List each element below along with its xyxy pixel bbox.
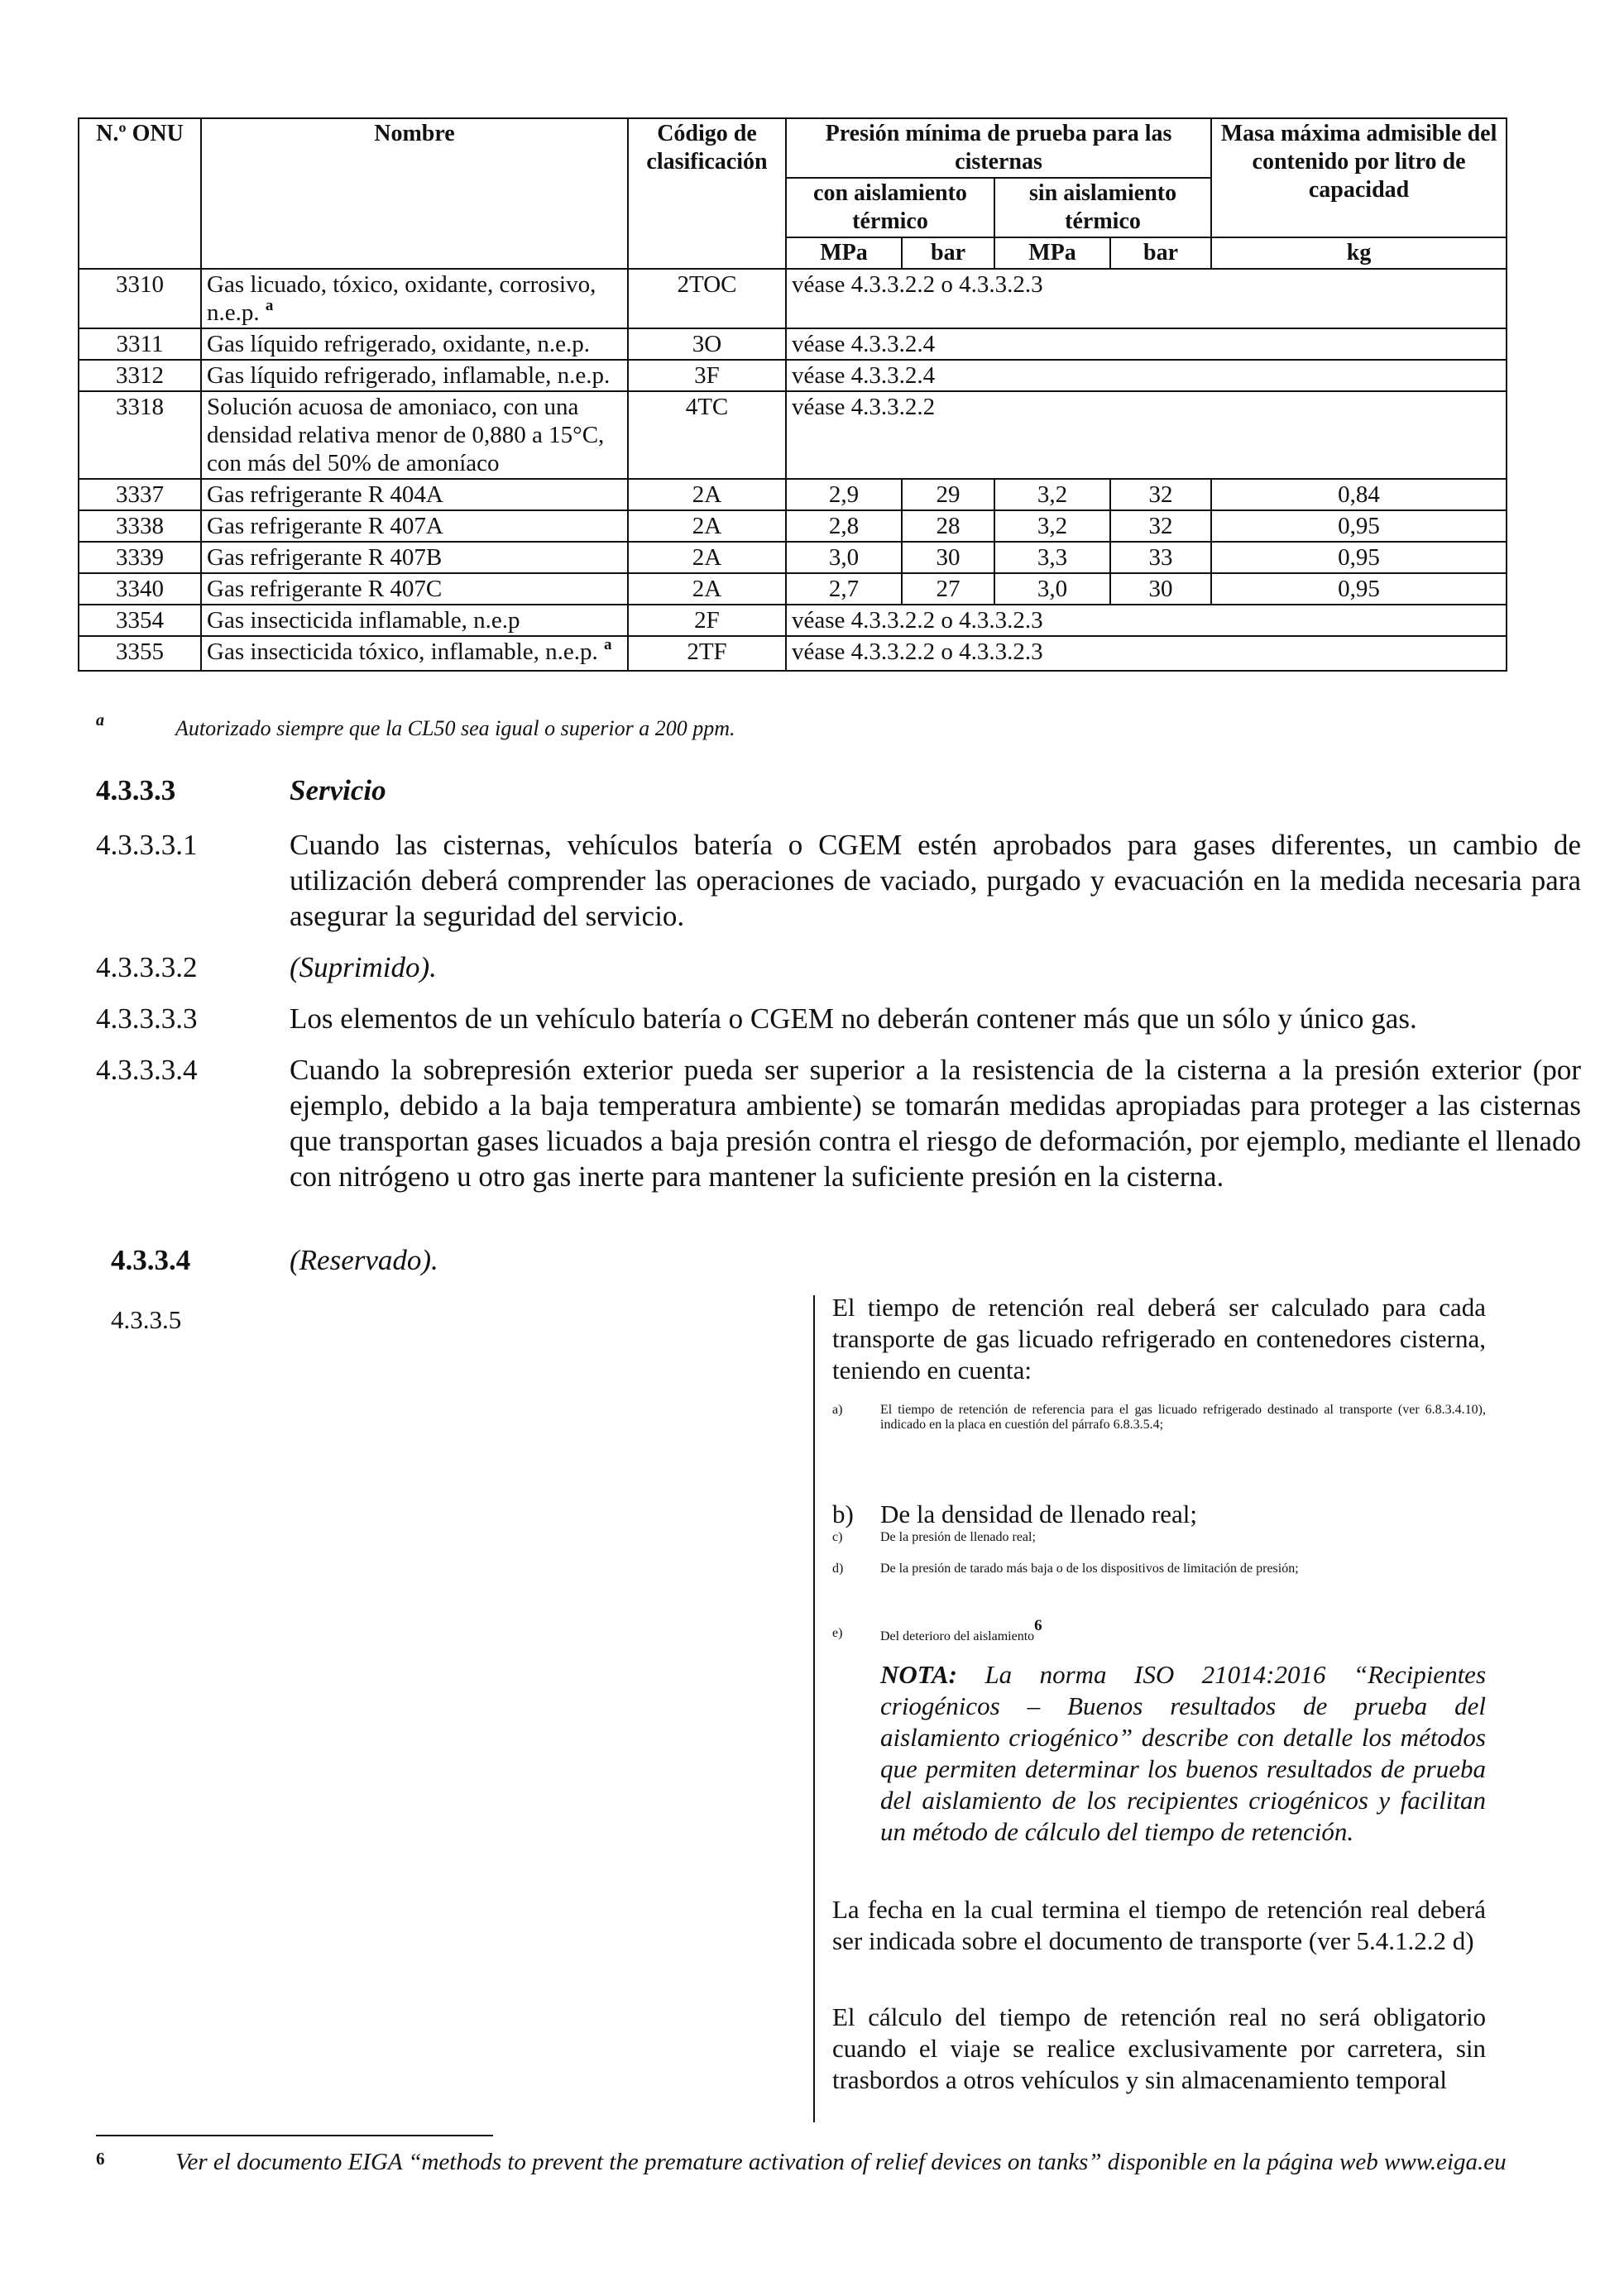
section-text: (Suprimido). xyxy=(290,951,437,983)
cell-code: 2TF xyxy=(628,636,786,671)
table-row xyxy=(79,391,1507,479)
cell-bar-uninsulated: 32 xyxy=(1110,510,1211,542)
header-unit-kg: kg xyxy=(1211,237,1507,269)
cell-bar-uninsulated: 32 xyxy=(1110,479,1211,510)
header-code: Código de clasificación xyxy=(628,118,786,269)
cell-bar-insulated: 29 xyxy=(902,479,994,510)
cell-ref: véase 4.3.3.2.2 o 4.3.3.2.3 xyxy=(786,636,1507,671)
list-text-content: Del deterioro del aislamiento xyxy=(880,1629,1035,1643)
cell-un: 3318 xyxy=(79,391,201,479)
cell-code: 2A xyxy=(628,510,786,542)
cell-code: 2A xyxy=(628,542,786,573)
right-column-paragraph-2: La fecha en la cual termina el tiempo de retención real deberá ser indicada sobre el documento de transporte (ver 5.4.1.2.2 d) xyxy=(832,1895,1486,1955)
cell-un: 3339 xyxy=(79,542,201,573)
cell-ref: véase 4.3.3.2.4 xyxy=(786,328,1507,360)
footnote-text: Ver el documento EIGA “methods to prevent the premature activation of relief devices on tanks” disponible en la página web www.eiga.eu xyxy=(175,2149,1507,2175)
table-row xyxy=(79,636,1507,671)
cell-bar-insulated: 28 xyxy=(902,510,994,542)
cell-name: Solución acuosa de amoniaco, con una densidad relativa menor de 0,880 a 15°C, con más del 50% de amoníaco xyxy=(201,391,628,479)
note-text xyxy=(880,1659,1486,1848)
cell-kg: 0,95 xyxy=(1211,573,1507,605)
section-number: 4.3.3.3.2 xyxy=(96,951,198,983)
list-text: De la presión de llenado real; xyxy=(880,1530,1036,1544)
table-row xyxy=(79,360,1507,391)
cell-bar-insulated: 30 xyxy=(902,542,994,573)
cell-ref: véase 4.3.3.2.2 o 4.3.3.2.3 xyxy=(786,269,1507,328)
cell-mpa-uninsulated: 3,0 xyxy=(994,573,1110,605)
header-unit-mpa: MPa xyxy=(786,237,902,269)
section-text: Los elementos de un vehículo batería o CGEM no deberán contener más que un sólo y único gas. xyxy=(290,1002,1417,1035)
cell-code: 2A xyxy=(628,573,786,605)
table-row xyxy=(79,573,1507,605)
cell-name-text: Gas licuado, tóxico, oxidante, corrosivo, n.e.p. xyxy=(207,271,596,326)
cell-bar-uninsulated: 30 xyxy=(1110,573,1211,605)
section-text: Cuando las cisternas, vehículos batería o CGEM estén aprobados para gases diferentes, un cambio de utilización deberá comprender las operaciones de vaciado, purgado y evacuación en la medida necesaria para asegurar la seguridad del servicio. xyxy=(290,829,1581,932)
cell-name: Gas insecticida inflamable, n.e.p xyxy=(201,605,628,636)
section-number: 4.3.3.3.1 xyxy=(96,829,198,861)
list-text: El tiempo de retención de referencia para el gas licuado refrigerado destinado al transporte (ver 6.8.3.4.10), indicado en la placa en cuestión del párrafo 6.8.3.5.4; xyxy=(880,1403,1486,1432)
cell-un: 3338 xyxy=(79,510,201,542)
header-pressure: Presión mínima de prueba para las cisternas xyxy=(786,118,1211,178)
cell-code: 4TC xyxy=(628,391,786,479)
header-name: Nombre xyxy=(201,118,628,269)
cell-un: 3312 xyxy=(79,360,201,391)
cell-un: 3340 xyxy=(79,573,201,605)
table-row xyxy=(79,479,1507,510)
cell-un: 3310 xyxy=(79,269,201,328)
column-divider xyxy=(813,1295,815,2122)
cell-name: Gas refrigerante R 407A xyxy=(201,510,628,542)
section-text: (Reservado). xyxy=(290,1244,438,1276)
footnote-mark: 6 xyxy=(96,2149,105,2169)
list-label: c) xyxy=(832,1530,843,1544)
header-with-insulation: con aislamiento térmico xyxy=(786,178,994,237)
cell-kg: 0,95 xyxy=(1211,542,1507,573)
section-number: 4.3.3.4 xyxy=(111,1244,191,1276)
cell-mpa-insulated: 2,7 xyxy=(786,573,902,605)
gas-table xyxy=(78,117,1507,672)
list-label: d) xyxy=(832,1562,844,1576)
cell-mpa-uninsulated: 3,2 xyxy=(994,510,1110,542)
note-label: NOTA: xyxy=(880,1660,957,1689)
cell-bar-uninsulated: 33 xyxy=(1110,542,1211,573)
cell-kg: 0,95 xyxy=(1211,510,1507,542)
list-label: e) xyxy=(832,1626,843,1640)
cell-un: 3354 xyxy=(79,605,201,636)
table-row xyxy=(79,328,1507,360)
footnote-ref: a xyxy=(265,297,274,314)
section-number: 4.3.3.3.3 xyxy=(96,1002,198,1035)
footnote-rule xyxy=(96,2135,493,2136)
cell-code: 2A xyxy=(628,479,786,510)
cell-name: Gas refrigerante R 407B xyxy=(201,542,628,573)
cell-name: Gas líquido refrigerado, inflamable, n.e.p. xyxy=(201,360,628,391)
list-label: a) xyxy=(832,1403,843,1417)
table-row xyxy=(79,269,1507,328)
cell-bar-insulated: 27 xyxy=(902,573,994,605)
cell-name-text: Gas insecticida tóxico, inflamable, n.e.p. xyxy=(207,639,598,665)
section-number: 4.3.3.5 xyxy=(111,1305,182,1334)
cell-code: 2TOC xyxy=(628,269,786,328)
table-row xyxy=(79,542,1507,573)
footnote-ref: 6 xyxy=(1034,1617,1042,1634)
header-unit-bar: bar xyxy=(902,237,994,269)
cell-code: 3F xyxy=(628,360,786,391)
cell-name xyxy=(201,269,628,328)
footnote-mark: a xyxy=(96,711,104,729)
header-without-insulation: sin aislamiento térmico xyxy=(994,178,1211,237)
cell-un: 3337 xyxy=(79,479,201,510)
right-column-paragraph-3: El cálculo del tiempo de retención real no será obligatorio cuando el viaje se realice exclusivamente por carretera, sin trasbordos a otros vehículos y sin almacenamiento temporal xyxy=(832,2002,1486,2094)
header-unit-mpa: MPa xyxy=(994,237,1110,269)
cell-name xyxy=(201,636,628,671)
right-column-intro: El tiempo de retención real deberá ser calculado para cada transporte de gas licuado refrigerado en contenedores cisterna, teniendo en cuenta: xyxy=(832,1293,1486,1385)
cell-un: 3311 xyxy=(79,328,201,360)
section-title: Servicio xyxy=(290,774,386,806)
header-max-mass: Masa máxima admisible del contenido por litro de capacidad xyxy=(1211,118,1507,237)
list-label: b) xyxy=(832,1500,854,1528)
cell-mpa-uninsulated: 3,2 xyxy=(994,479,1110,510)
cell-name: Gas líquido refrigerado, oxidante, n.e.p. xyxy=(201,328,628,360)
footnote-text: Autorizado siempre que la CL50 sea igual o superior a 200 ppm. xyxy=(175,716,735,740)
header-unit-bar: bar xyxy=(1110,237,1211,269)
cell-code: 2F xyxy=(628,605,786,636)
section-number: 4.3.3.3.4 xyxy=(96,1054,198,1086)
cell-un: 3355 xyxy=(79,636,201,671)
cell-ref: véase 4.3.3.2.2 o 4.3.3.2.3 xyxy=(786,605,1507,636)
note-body: La norma ISO 21014:2016 “Recipientes criogénicos – Buenos resultados de prueba del aislamiento criogénico” describe con detalle los métodos que permiten determinar los buenos resultados de prueba del aislamiento de los recipientes criogénicos y facilitan un método de cálculo del tiempo de retención. xyxy=(880,1660,1487,1846)
section-text: Cuando la sobrepresión exterior pueda ser superior a la resistencia de la cisterna a la presión exterior (por ejemplo, debido a la baja temperatura ambiente) se tomarán medidas apropiadas para proteger a las cisternas que transportan gases licuados a baja presión contra el riesgo de deformación, por ejemplo, mediante el llenado con nitrógeno u otro gas inerte para mantener la suficiente presión en la cisterna. xyxy=(290,1054,1581,1193)
table-row xyxy=(79,605,1507,636)
cell-mpa-uninsulated: 3,3 xyxy=(994,542,1110,573)
footnote-ref: a xyxy=(603,636,612,653)
section-number: 4.3.3.3 xyxy=(96,774,176,806)
cell-ref: véase 4.3.3.2.2 xyxy=(786,391,1507,479)
cell-mpa-insulated: 2,9 xyxy=(786,479,902,510)
header-un-no: N.º ONU xyxy=(79,118,201,269)
table-row xyxy=(79,510,1507,542)
list-text xyxy=(880,1617,1486,1644)
cell-kg: 0,84 xyxy=(1211,479,1507,510)
cell-ref: véase 4.3.3.2.4 xyxy=(786,360,1507,391)
list-text: De la densidad de llenado real; xyxy=(880,1500,1198,1528)
cell-name: Gas refrigerante R 404A xyxy=(201,479,628,510)
cell-name: Gas refrigerante R 407C xyxy=(201,573,628,605)
cell-mpa-insulated: 2,8 xyxy=(786,510,902,542)
cell-code: 3O xyxy=(628,328,786,360)
list-text: De la presión de tarado más baja o de los dispositivos de limitación de presión; xyxy=(880,1562,1299,1576)
cell-mpa-insulated: 3,0 xyxy=(786,542,902,573)
